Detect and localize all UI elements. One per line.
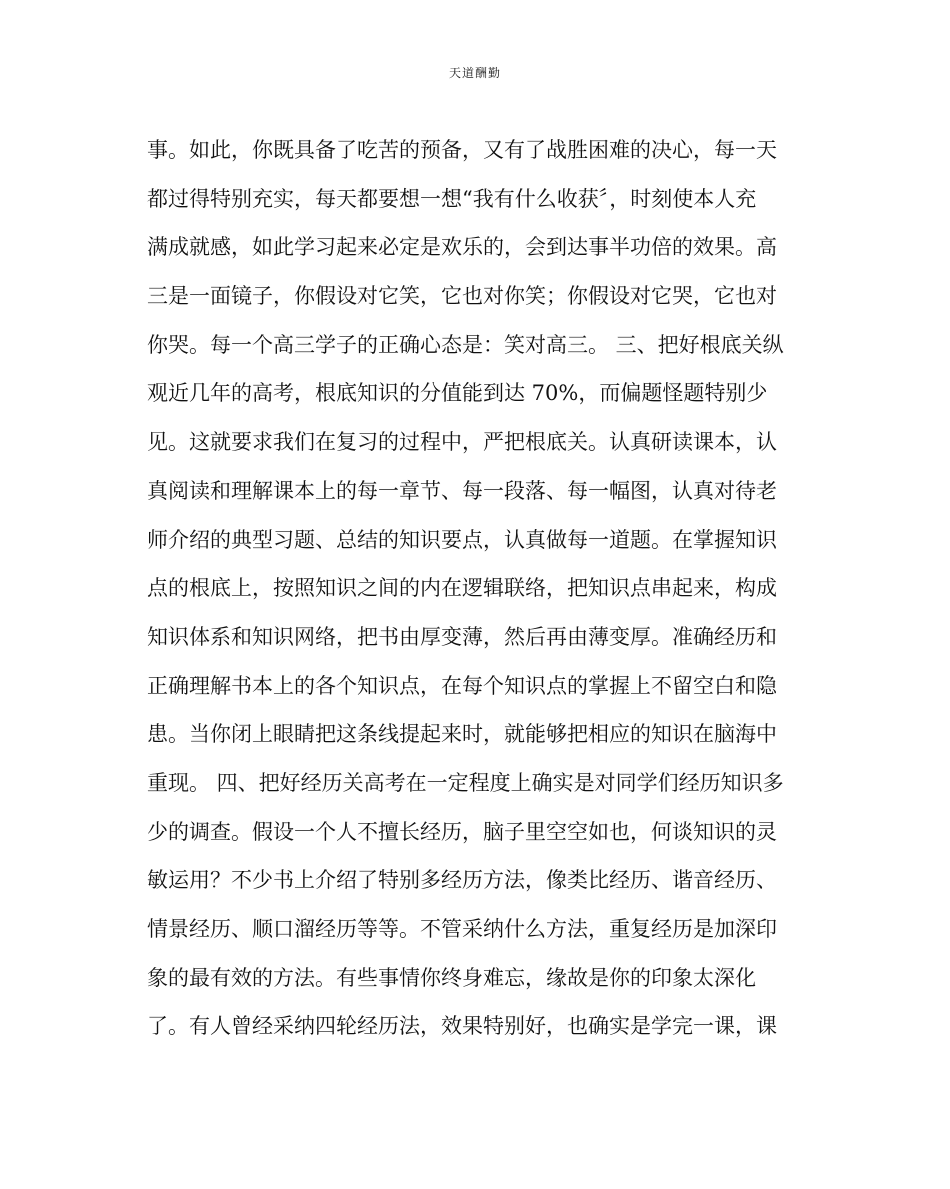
text-line: 少的调查。假设一个人不擅长经历，脑子里空空如也，何谈知识的灵: [147, 819, 777, 844]
text-line: 象的最有效的方法。有些事情你终身难忘，缘故是你的印象太深化: [147, 965, 756, 990]
text-line: 师介绍的典型习题、总结的知识要点，认真做每一道题。在掌握知识: [147, 527, 777, 552]
text-line: 满成就感，如此学习起来必定是欢乐的，会到达事半功倍的效果。高: [147, 235, 777, 260]
text-line: 事。如此，你既具备了吃苦的预备，又有了战胜困难的决心，每一天: [147, 138, 777, 162]
text-line: 了。有人曾经采纳四轮经历法，效果特别好，也确实是学完一课，课: [147, 1014, 777, 1039]
text-line: 真阅读和理解课本上的每一章节、每一段落、每一幅图，认真对待老: [147, 478, 777, 503]
text-line: 观近几年的高考，根底知识的分值能到达 70%，而偏题怪题特别少: [147, 381, 768, 406]
text-line: 点的根底上，按照知识之间的内在逻辑联络，把知识点串起来，构成: [147, 576, 777, 601]
text-line: 知识体系和知识网络，把书由厚变薄，然后再由薄变厚。准确经历和: [147, 624, 777, 649]
text-line: 见。这就要求我们在复习的过程中，严把根底关。认真研读课本，认: [147, 430, 777, 455]
text-line: 重现。 四、把好经历关高考在一定程度上确实是对同学们经历知识多: [147, 770, 784, 795]
text-line: 正确理解书本上的各个知识点，在每个知识点的掌握上不留空白和隐: [147, 673, 777, 698]
text-line: 情景经历、顺口溜经历等等。不管采纳什么方法，重复经历是加深印: [147, 917, 777, 941]
text-line: 患。当你闭上眼睛把这条线提起来时，就能够把相应的知识在脑海中: [147, 722, 777, 747]
page-header: 天道酬勤: [448, 66, 501, 80]
document-body: [147, 126, 827, 1051]
text-line: 你哭。每一个高三学子的正确心态是：笑对高三。 三、把好根底关纵: [147, 332, 784, 357]
text-line: 三是一面镜子，你假设对它笑，它也对你笑；你假设对它哭，它也对: [147, 284, 777, 309]
text-line: 都过得特别充实，每天都要想一想“我有什么收获〞，时刻使本人充: [147, 186, 757, 211]
text-line: 敏运用？不少书上介绍了特别多经历方法，像类比经历、谐音经历、: [147, 868, 777, 893]
